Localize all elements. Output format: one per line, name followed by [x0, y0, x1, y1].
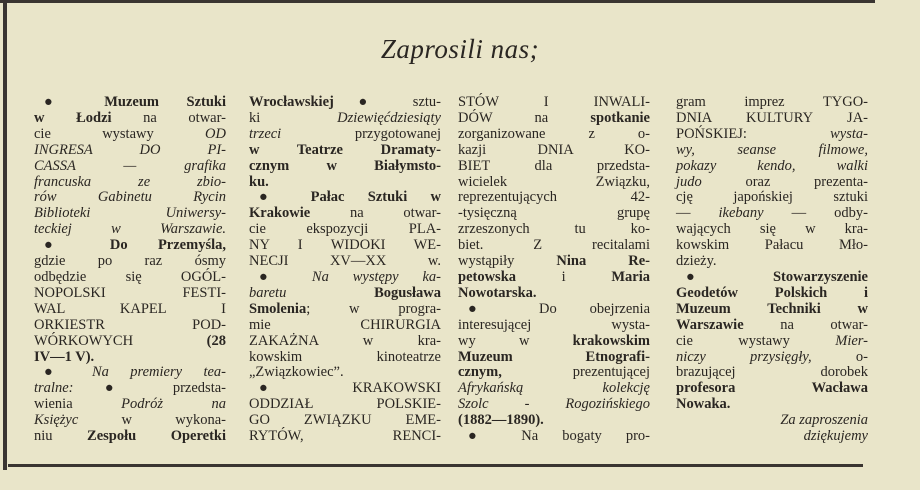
bold-text: (28 — [206, 332, 226, 349]
bold-text: spotkanie — [590, 109, 650, 126]
body-text: o- — [811, 348, 868, 365]
italic-text: teckiej w Warszawie. — [34, 221, 226, 238]
body-text: GO ZWIĄZKU EME- — [249, 412, 441, 429]
text-line — [34, 429, 226, 445]
body-text: cję japońskiej sztuki — [676, 189, 868, 206]
body-text: wystąpiły — [458, 253, 557, 270]
body-text: niu — [34, 428, 88, 445]
bold-text: cznym w Białymsto- — [249, 157, 441, 174]
body-text: ● — [44, 364, 92, 381]
text-line — [458, 397, 650, 413]
body-text: ORKIESTR POD- — [34, 316, 226, 333]
text-line — [34, 254, 226, 270]
body-text: na otwar- — [743, 316, 868, 333]
text-line — [249, 222, 441, 238]
bold-text: ● Do Przemyśla, — [44, 237, 226, 254]
italic-text: Mier- — [835, 332, 868, 349]
body-text: kowskim kinoteatrze — [249, 348, 441, 365]
body-text: ● Na bogaty pro- — [468, 428, 650, 445]
body-text: zorganizowane z o- — [458, 125, 650, 142]
text-line — [676, 381, 868, 397]
text-line — [676, 302, 868, 318]
text-line — [249, 143, 441, 159]
text-line — [458, 159, 650, 175]
italic-text: rów Gabinetu Rycin — [34, 189, 226, 206]
body-text: biet. Z recitalami — [458, 237, 650, 254]
body-text: wających się w kra- — [676, 221, 868, 238]
bold-text: Muzeum Etnografi- — [458, 348, 650, 365]
text-line — [34, 413, 226, 429]
text-line — [676, 365, 868, 381]
bold-text: Wrocławskiej — [249, 94, 334, 110]
text-line — [676, 143, 868, 159]
text-line — [34, 95, 226, 111]
bold-text: petowska — [458, 268, 517, 285]
bold-text: Zespołu Operetki — [87, 428, 226, 445]
body-text: oraz prezenta- — [701, 173, 868, 190]
text-line — [249, 111, 441, 127]
text-line — [34, 302, 226, 318]
text-line — [676, 175, 868, 191]
text-line — [458, 206, 650, 222]
text-line — [34, 318, 226, 334]
text-line — [676, 429, 868, 445]
text-line — [249, 286, 441, 302]
body-text: kazji DNIA KO- — [458, 141, 650, 158]
text-line — [458, 365, 650, 381]
text-line — [249, 397, 441, 413]
body-text: ; w progra- — [306, 300, 441, 317]
text-line — [249, 334, 441, 350]
bold-text: Maria — [611, 268, 650, 285]
italic-text: tralne: — [34, 380, 74, 397]
italic-text: Dziewięćdziesiąty — [337, 109, 441, 126]
body-text: cie wystawy — [34, 125, 206, 142]
italic-text: baretu — [249, 284, 375, 301]
italic-text: trzeci — [249, 125, 282, 142]
italic-text: ikebany — [718, 205, 764, 222]
body-text: wicielek Związku, — [458, 173, 650, 190]
text-line — [249, 238, 441, 254]
bold-text: cznym, — [458, 364, 502, 381]
bold-text: ku. — [249, 173, 269, 190]
body-text: ● sztu- — [333, 94, 441, 110]
body-text: dzieży. — [676, 253, 717, 270]
text-line — [676, 397, 868, 413]
text-line — [34, 381, 226, 397]
body-text: ● przedsta- — [73, 380, 226, 397]
italic-text: Księżyc — [34, 412, 79, 429]
text-line — [676, 238, 868, 254]
text-line — [34, 350, 226, 366]
italic-text: Podróż na — [121, 396, 226, 413]
bold-text: Krakowie — [249, 205, 311, 222]
italic-text: wy, seanse filmowe, — [676, 141, 868, 158]
italic-text: OD — [205, 125, 226, 142]
bold-text: w Teatrze Dramaty- — [249, 141, 441, 158]
italic-text: niczy przysięgły, — [676, 348, 812, 365]
body-text: ODDZIAŁ POLSKIE- — [249, 396, 441, 413]
bold-text: IV—1 V). — [34, 348, 95, 365]
italic-text: Za zaproszenia — [780, 412, 868, 429]
column-4 — [676, 95, 868, 445]
text-line — [34, 222, 226, 238]
text-line — [249, 413, 441, 429]
body-text: na otwar- — [111, 109, 226, 126]
body-text: ZAKAŻNA w kra- — [249, 332, 441, 349]
body-text: WAL KAPEL I — [34, 300, 226, 317]
bold-text: krakowskim — [572, 332, 650, 349]
text-line — [34, 397, 226, 413]
text-line — [458, 238, 650, 254]
italic-text: Szolc - Rogozińskiego — [458, 396, 650, 413]
text-line — [34, 286, 226, 302]
text-line — [34, 365, 226, 381]
bold-text: Nowotarska. — [458, 284, 537, 301]
body-text: POŃSKIEJ: — [676, 125, 831, 142]
body-text: ● KRAKOWSKI — [259, 380, 441, 397]
italic-text: Afrykańską kolekcję — [458, 380, 650, 397]
text-line — [458, 318, 650, 334]
text-line — [676, 254, 868, 270]
text-line — [458, 143, 650, 159]
body-text: reprezentujących 42- — [458, 189, 650, 206]
text-line — [458, 350, 650, 366]
body-text: NOPOLSKI FESTI- — [34, 284, 226, 301]
italic-text: wysta- — [830, 125, 868, 142]
text-line — [34, 238, 226, 254]
text-line — [458, 429, 650, 445]
body-text: ki — [249, 109, 338, 126]
body-text: cie wystawy — [676, 332, 836, 349]
text-line — [249, 175, 441, 191]
body-text: i — [516, 268, 612, 285]
text-line — [676, 222, 868, 238]
text-line — [676, 190, 868, 206]
body-text: DNIA KULTURY JA- — [676, 109, 868, 126]
bold-text: ● Stowarzyszenie — [686, 268, 868, 285]
body-text: BIET dla przedsta- — [458, 157, 650, 174]
italic-text: francuska ze zbio- — [34, 173, 226, 190]
text-line — [249, 190, 441, 206]
body-text: ● — [259, 268, 312, 285]
text-line — [458, 302, 650, 318]
body-text: WÓRKOWYCH — [34, 332, 207, 349]
text-line — [34, 270, 226, 286]
italic-text: dziękujemy — [803, 428, 868, 445]
text-line — [676, 206, 868, 222]
body-text: w wykona- — [78, 412, 226, 429]
text-line — [34, 127, 226, 143]
text-line — [34, 175, 226, 191]
text-line — [249, 318, 441, 334]
text-line — [458, 381, 650, 397]
body-text: cie ekspozycji PLA- — [249, 221, 441, 238]
text-line — [458, 127, 650, 143]
text-line — [249, 381, 441, 397]
body-text: odbędzie się OGÓL- — [34, 268, 226, 285]
bold-text: Geodetów Polskich i — [676, 284, 868, 301]
column-1 — [34, 95, 226, 445]
body-text: interesującej wysta- — [458, 316, 650, 333]
text-line — [458, 95, 650, 111]
bottom-rule — [8, 464, 863, 467]
bold-text: Smolenia — [249, 300, 307, 317]
body-text: DÓW na — [458, 109, 591, 126]
bold-text: (1882—1890). — [458, 412, 544, 429]
bold-text: Bogusława — [374, 284, 441, 301]
text-line — [34, 206, 226, 222]
text-line — [34, 334, 226, 350]
text-line — [458, 286, 650, 302]
text-line — [676, 286, 868, 302]
text-line — [676, 413, 868, 429]
body-text: mie CHIRURGIA — [249, 316, 441, 333]
italic-text: judo — [676, 173, 702, 190]
italic-text: Biblioteki Uniwersy- — [34, 205, 226, 222]
italic-text: Na występy ka- — [311, 268, 441, 285]
text-line — [458, 270, 650, 286]
bold-text: ● Muzeum Sztuki — [44, 94, 226, 110]
top-rule — [0, 0, 875, 3]
body-text: — — [676, 205, 719, 222]
body-text: ● Do obejrzenia — [468, 300, 650, 317]
text-line — [458, 190, 650, 206]
text-line — [676, 111, 868, 127]
text-line — [458, 175, 650, 191]
text-line — [458, 254, 650, 270]
text-line — [249, 270, 441, 286]
text-line — [249, 365, 441, 381]
body-text: zrzeszonych tu ko- — [458, 221, 650, 238]
text-line — [34, 143, 226, 159]
body-text: gram imprez TYGO- — [676, 94, 868, 110]
body-text: wienia — [34, 396, 122, 413]
text-line — [458, 334, 650, 350]
bold-text: Nowaka. — [676, 396, 731, 413]
bold-text: Muzeum Techniki w — [676, 300, 868, 317]
italic-text: pokazy kendo, walki — [676, 157, 868, 174]
body-text: „Związkowiec”. — [249, 364, 344, 381]
body-text: wy w — [458, 332, 573, 349]
column-3 — [458, 95, 650, 445]
body-text: STÓW I INWALI- — [458, 94, 650, 110]
text-line — [249, 350, 441, 366]
bold-text: Warszawie — [676, 316, 744, 333]
bold-text: ● Pałac Sztuki w — [259, 189, 441, 206]
text-line — [458, 222, 650, 238]
text-line — [249, 429, 441, 445]
text-line — [676, 95, 868, 111]
text-line — [34, 159, 226, 175]
body-text: na otwar- — [310, 205, 441, 222]
bold-text: profesora Wacława — [676, 380, 868, 397]
body-text: -tysięczną grupę — [458, 205, 650, 222]
text-line — [458, 111, 650, 127]
body-text: prezentującej — [501, 364, 650, 381]
body-text: RYTÓW, RENCI- — [249, 428, 441, 445]
text-line — [249, 127, 441, 143]
text-line — [249, 95, 441, 111]
text-line — [676, 127, 868, 143]
italic-text: CASSA — grafika — [34, 157, 226, 174]
text-line — [249, 159, 441, 175]
body-text: NY I WIDOKI WE- — [249, 237, 441, 254]
text-line — [676, 159, 868, 175]
body-text: NECJI XV—XX w. — [249, 253, 441, 270]
text-line — [249, 302, 441, 318]
text-line — [34, 190, 226, 206]
text-line — [249, 254, 441, 270]
text-line — [676, 318, 868, 334]
bold-text: Nina Re- — [556, 253, 650, 270]
italic-text: Na premiery tea- — [91, 364, 226, 381]
text-line — [676, 350, 868, 366]
body-text: — odby- — [763, 205, 868, 222]
body-text: brazującej dorobek — [676, 364, 868, 381]
body-text: kowskim Pałacu Mło- — [676, 237, 868, 254]
column-2 — [249, 95, 441, 445]
text-line — [676, 334, 868, 350]
text-line — [676, 270, 868, 286]
italic-text: INGRESA DO PI- — [34, 141, 226, 158]
text-line — [249, 206, 441, 222]
body-text: przygotowanej — [281, 125, 441, 142]
text-line — [34, 111, 226, 127]
bold-text: w Łodzi — [34, 109, 112, 126]
left-rule — [3, 0, 7, 470]
text-line — [458, 413, 650, 429]
body-text: gdzie po raz ósmy — [34, 253, 226, 270]
article-title: Zaprosili nas; — [380, 34, 540, 64]
